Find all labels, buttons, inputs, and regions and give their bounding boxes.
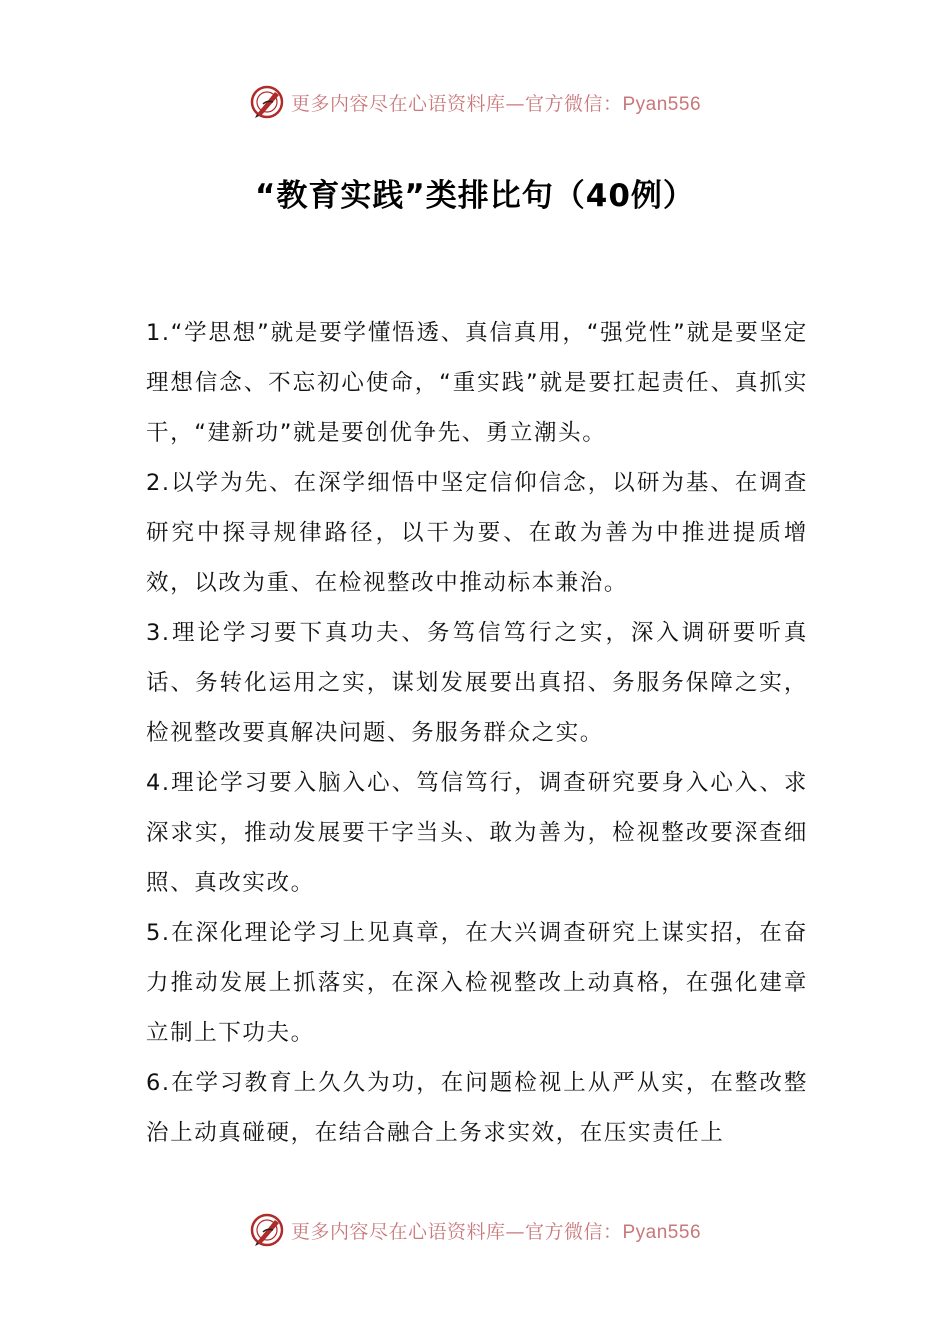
- paragraph-6: 6.在学习教育上久久为功，在问题检视上从严从实，在整改整治上动真碰硬，在结合融合上务求实效，在压实责任上: [146, 1070, 808, 1146]
- footer-banner: [0, 1208, 950, 1252]
- paragraph-4: 4.理论学习要入脑入心、笃信笃行，调查研究要身入心入、求深求实，推动发展要干字当头、敢为善为，检视整改要深查细照、真改实改。: [146, 770, 808, 896]
- pen-logo-icon: [249, 1212, 285, 1248]
- banner-text: [291, 89, 701, 116]
- banner-label: 更多内容尽在心语资料库—官方微信：: [290, 92, 623, 115]
- document-title: “教育实践”类排比句（40例）: [255, 178, 695, 214]
- paragraph-2: 2.以学为先、在深学细悟中坚定信仰信念，以研为基、在调查研究中探寻规律路径，以干为要、在敢为善为中推进提质增效，以改为重、在检视整改中推动标本兼治。: [146, 470, 808, 596]
- banner-text: [291, 1217, 701, 1244]
- paragraph-3: 3.理论学习要下真功夫、务笃信笃行之实，深入调研要听真话、务转化运用之实，谋划发展要出真招、务服务保障之实，检视整改要真解决问题、务服务群众之实。: [146, 620, 808, 746]
- wechat-id: Pyan556: [622, 93, 702, 115]
- banner-label: 更多内容尽在心语资料库—官方微信：: [290, 1220, 623, 1243]
- paragraph-5: 5.在深化理论学习上见真章，在大兴调查研究上谋实招，在奋力推动发展上抓落实，在深入检视整改上动真格，在强化建章立制上下功夫。: [146, 920, 808, 1046]
- wechat-id: Pyan556: [622, 1221, 702, 1243]
- paragraph-1: 1.“学思想”就是要学懂悟透、真信真用，“强党性”就是要坚定理想信念、不忘初心使命，“重实践”就是要扛起责任、真抓实干，“建新功”就是要创优争先、勇立潮头。: [146, 320, 808, 446]
- document-body: [146, 308, 808, 1158]
- header-banner: [0, 80, 950, 124]
- pen-logo-icon: [249, 84, 285, 120]
